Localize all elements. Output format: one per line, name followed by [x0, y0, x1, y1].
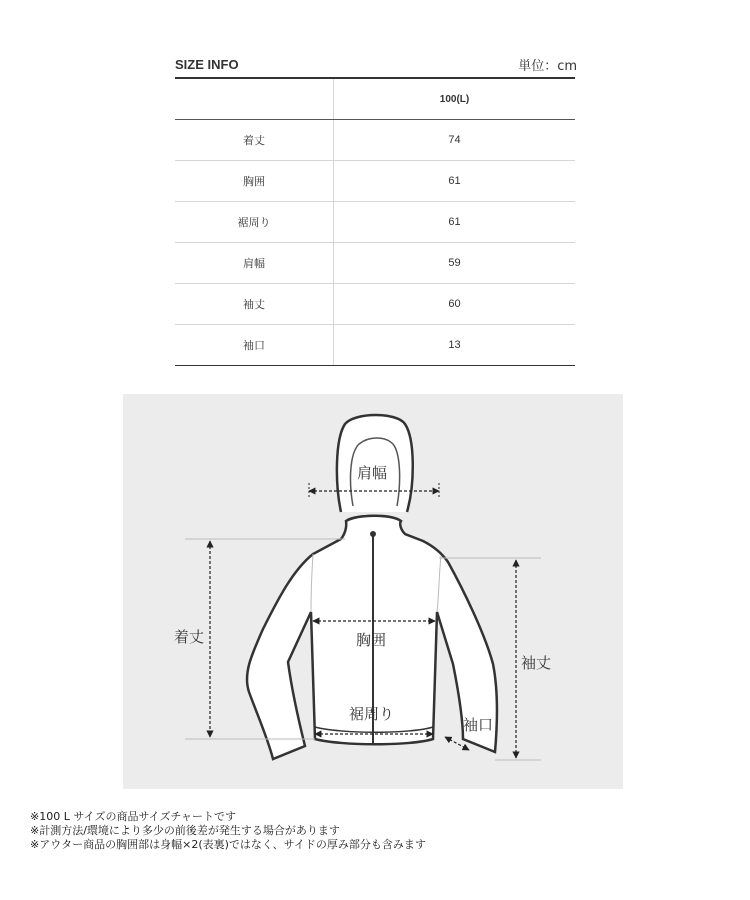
row-label: 肩幅 — [175, 243, 334, 284]
row-label: 袖丈 — [175, 284, 334, 325]
size-info-header — [175, 55, 575, 77]
row-label: 胸囲 — [175, 161, 334, 202]
table-row — [175, 120, 575, 161]
row-value: 60 — [334, 284, 576, 325]
table-header-row — [175, 78, 575, 120]
size-info-title: SIZE INFO — [175, 57, 239, 72]
table-row — [175, 202, 575, 243]
row-label: 着丈 — [175, 120, 334, 161]
size-notes — [30, 810, 426, 852]
table-row — [175, 284, 575, 325]
header-empty-cell — [175, 78, 334, 120]
row-value: 61 — [334, 161, 576, 202]
row-value: 61 — [334, 202, 576, 243]
hem-label: 裾周り — [349, 705, 395, 723]
row-label: 裾周り — [175, 202, 334, 243]
size-table — [175, 77, 575, 366]
sleeve-label: 袖丈 — [521, 654, 552, 672]
chest-label: 胸囲 — [356, 631, 387, 649]
shoulder-label: 肩幅 — [357, 464, 388, 482]
table-row — [175, 325, 575, 366]
length-label: 着丈 — [174, 628, 205, 646]
table-row — [175, 243, 575, 284]
row-value: 13 — [334, 325, 576, 366]
note-line: ※計測方法/環境により多少の前後差が発生する場合があります — [30, 824, 340, 837]
unit-label: 単位：cm — [518, 59, 577, 74]
jacket-illustration — [123, 394, 623, 789]
note-line: ※アウター商品の胸囲部は身幅×2(表裏)ではなく、サイドの厚み部分も含みます — [30, 838, 426, 851]
table-row — [175, 161, 575, 202]
row-value: 74 — [334, 120, 576, 161]
row-label: 袖口 — [175, 325, 334, 366]
size-column-header: 100(L) — [334, 78, 576, 120]
note-line: ※100 L サイズの商品サイズチャートです — [30, 810, 237, 823]
cuff-label: 袖口 — [463, 716, 494, 734]
row-value: 59 — [334, 243, 576, 284]
jacket-measurement-diagram — [123, 394, 623, 789]
